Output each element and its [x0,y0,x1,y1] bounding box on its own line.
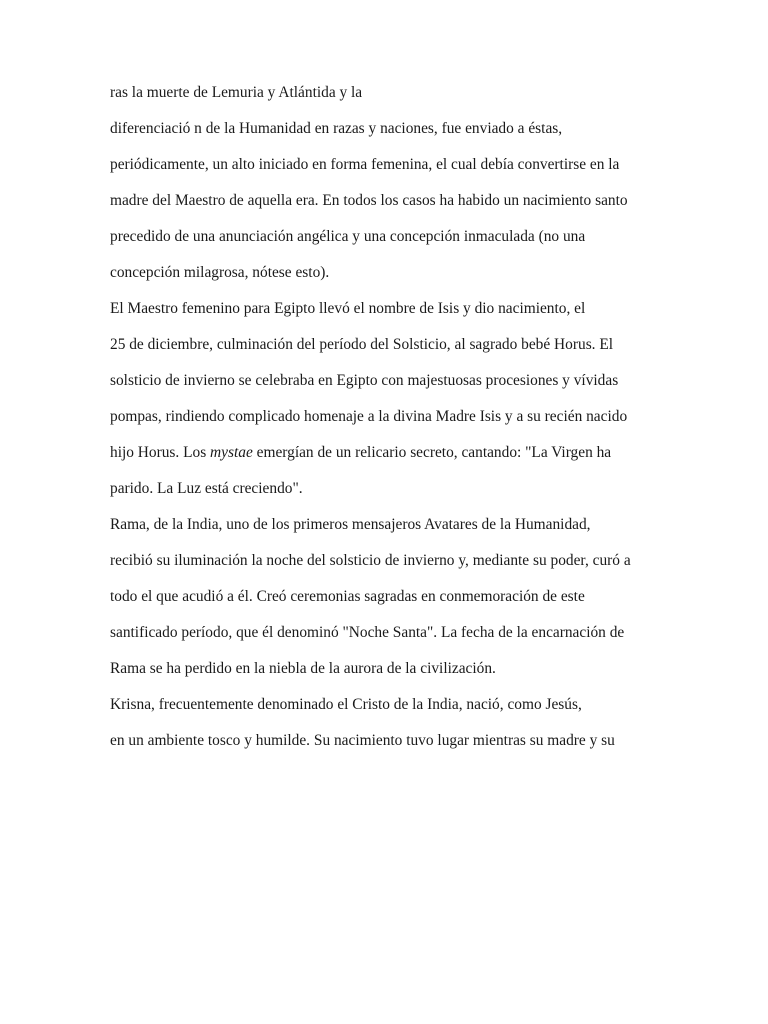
paragraph-line: concepción milagrosa, nótese esto). [110,264,330,281]
paragraph-line: solsticio de invierno se celebraba en Egipto con majestuosas procesiones y vívidas [110,372,619,389]
paragraph-line: Rama, de la India, uno de los primeros mensajeros Avatares de la Humanidad, [110,516,591,533]
paragraph-line: ras la muerte de Lemuria y Atlántida y la [110,84,363,101]
paragraph-line: Rama se ha perdido en la niebla de la aurora de la civilización. [110,660,496,677]
paragraph-line: santificado período, que él denominó "Noche Santa". La fecha de la encarnación de [110,624,625,641]
text-run: hijo Horus. Los [110,444,211,461]
paragraph-line: pompas, rindiendo complicado homenaje a la divina Madre Isis y a su recién nacido [110,408,628,425]
paragraph-line: parido. La Luz está creciendo". [110,480,303,497]
paragraph-line: El Maestro femenino para Egipto llevó el nombre de Isis y dio nacimiento, el [110,300,586,317]
paragraph-line: Krisna, frecuentemente denominado el Cristo de la India, nació, como Jesús, [110,696,582,713]
paragraph-line: todo el que acudió a él. Creó ceremonias sagradas en conmemoración de este [110,588,585,605]
paragraph-line: recibió su iluminación la noche del solsticio de invierno y, mediante su poder, curó a [110,552,631,569]
text-run: emergían de un relicario secreto, cantando: "La Virgen ha [252,444,612,461]
paragraph-line-with-italic [110,444,662,462]
paragraph-line: diferenciació n de la Humanidad en razas y naciones, fue enviado a éstas, [110,120,563,137]
body-text [110,84,662,768]
paragraph-line: en un ambiente tosco y humilde. Su nacimiento tuvo lugar mientras su madre y su [110,732,615,749]
italic-term: mystae [210,444,253,461]
paragraph-line: madre del Maestro de aquella era. En todos los casos ha habido un nacimiento santo [110,192,628,209]
paragraph-line: 25 de diciembre, culminación del período del Solsticio, al sagrado bebé Horus. El [110,336,614,353]
paragraph-line: precedido de una anunciación angélica y una concepción inmaculada (no una [110,228,586,245]
paragraph-line: periódicamente, un alto iniciado en forma femenina, el cual debía convertirse en la [110,156,620,173]
